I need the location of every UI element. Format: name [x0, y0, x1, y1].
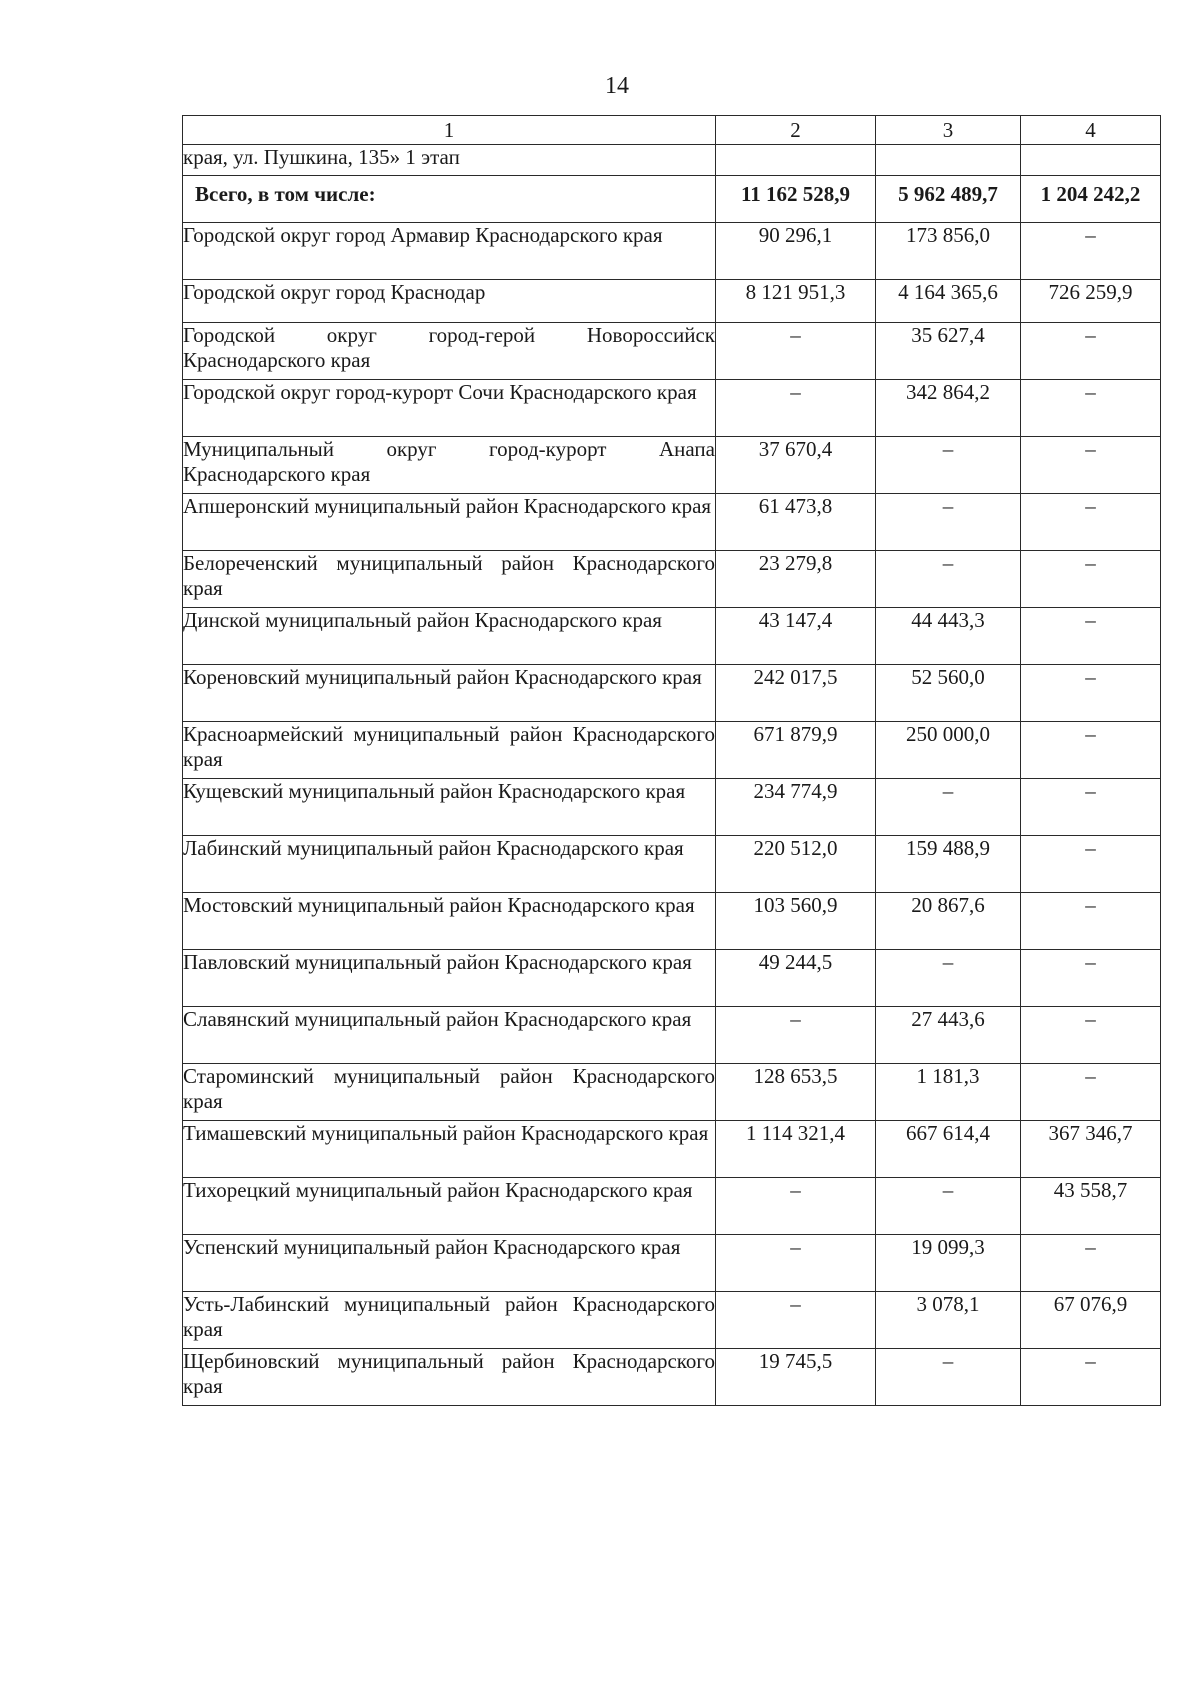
- value-col-2: 19 745,5: [716, 1349, 876, 1406]
- municipality-name: Кущевский муниципальный район Краснодарского края: [183, 779, 716, 836]
- value-col-3: 27 443,6: [876, 1007, 1021, 1064]
- municipality-name: Городской округ город Краснодар: [183, 280, 716, 323]
- municipality-name: Староминский муниципальный район Краснодарского края: [183, 1064, 716, 1121]
- value-col-3: 3 078,1: [876, 1292, 1021, 1349]
- value-col-3: 342 864,2: [876, 380, 1021, 437]
- value-col-4: –: [1021, 551, 1161, 608]
- total-row: [183, 176, 1161, 223]
- value-col-2: –: [716, 323, 876, 380]
- funding-table: [182, 115, 1161, 1406]
- value-col-2: 220 512,0: [716, 836, 876, 893]
- value-col-2: 103 560,9: [716, 893, 876, 950]
- value-col-4: –: [1021, 494, 1161, 551]
- total-label: Всего, в том числе:: [183, 176, 716, 223]
- value-col-3: 52 560,0: [876, 665, 1021, 722]
- value-col-3: –: [876, 494, 1021, 551]
- table-row: [183, 608, 1161, 665]
- value-col-3: –: [876, 779, 1021, 836]
- municipality-name: Лабинский муниципальный район Краснодарского края: [183, 836, 716, 893]
- value-col-2: 90 296,1: [716, 223, 876, 280]
- value-col-4: –: [1021, 722, 1161, 779]
- value-col-4: –: [1021, 836, 1161, 893]
- column-number-row: [183, 116, 1161, 145]
- table-row: [183, 1292, 1161, 1349]
- value-col-4: –: [1021, 950, 1161, 1007]
- value-col-3: 4 164 365,6: [876, 280, 1021, 323]
- continuation-value-3: [876, 145, 1021, 176]
- value-col-2: 128 653,5: [716, 1064, 876, 1121]
- value-col-4: –: [1021, 608, 1161, 665]
- continuation-value-2: [716, 145, 876, 176]
- value-col-2: 23 279,8: [716, 551, 876, 608]
- value-col-2: 8 121 951,3: [716, 280, 876, 323]
- municipality-name: Павловский муниципальный район Краснодарского края: [183, 950, 716, 1007]
- table-row: [183, 950, 1161, 1007]
- value-col-2: –: [716, 1178, 876, 1235]
- value-col-2: 1 114 321,4: [716, 1121, 876, 1178]
- table-row: [183, 280, 1161, 323]
- table-row: [183, 380, 1161, 437]
- table-row: [183, 1349, 1161, 1406]
- page-number: 14: [605, 73, 629, 99]
- municipality-name: Мостовский муниципальный район Краснодарского края: [183, 893, 716, 950]
- value-col-4: 67 076,9: [1021, 1292, 1161, 1349]
- continuation-value-4: [1021, 145, 1161, 176]
- municipality-name: Славянский муниципальный район Краснодарского края: [183, 1007, 716, 1064]
- value-col-2: 37 670,4: [716, 437, 876, 494]
- table-row: [183, 223, 1161, 280]
- value-col-4: 726 259,9: [1021, 280, 1161, 323]
- value-col-2: –: [716, 1007, 876, 1064]
- value-col-2: 671 879,9: [716, 722, 876, 779]
- municipality-name: Кореновский муниципальный район Краснодарского края: [183, 665, 716, 722]
- column-number-2: 2: [716, 116, 876, 145]
- value-col-4: –: [1021, 665, 1161, 722]
- value-col-4: 367 346,7: [1021, 1121, 1161, 1178]
- value-col-3: 250 000,0: [876, 722, 1021, 779]
- value-col-4: –: [1021, 1064, 1161, 1121]
- continuation-row: [183, 145, 1161, 176]
- column-number-1: 1: [183, 116, 716, 145]
- total-value-4: 1 204 242,2: [1021, 176, 1161, 223]
- municipality-name: Городской округ город-курорт Сочи Краснодарского края: [183, 380, 716, 437]
- value-col-2: 61 473,8: [716, 494, 876, 551]
- municipality-name: Тихорецкий муниципальный район Краснодарского края: [183, 1178, 716, 1235]
- municipality-name: Усть-Лабинский муниципальный район Краснодарского края: [183, 1292, 716, 1349]
- total-value-2: 11 162 528,9: [716, 176, 876, 223]
- table-row: [183, 893, 1161, 950]
- value-col-2: –: [716, 1235, 876, 1292]
- value-col-3: 667 614,4: [876, 1121, 1021, 1178]
- table-row: [183, 665, 1161, 722]
- table-row: [183, 779, 1161, 836]
- value-col-3: –: [876, 1178, 1021, 1235]
- table-row: [183, 722, 1161, 779]
- value-col-3: 173 856,0: [876, 223, 1021, 280]
- value-col-4: –: [1021, 893, 1161, 950]
- municipality-name: Городской округ город-герой Новороссийск Краснодарского края: [183, 323, 716, 380]
- value-col-4: –: [1021, 380, 1161, 437]
- table-row: [183, 551, 1161, 608]
- value-col-4: –: [1021, 437, 1161, 494]
- table-row: [183, 1178, 1161, 1235]
- value-col-2: 242 017,5: [716, 665, 876, 722]
- municipality-name: Успенский муниципальный район Краснодарского края: [183, 1235, 716, 1292]
- value-col-4: –: [1021, 1349, 1161, 1406]
- value-col-2: 234 774,9: [716, 779, 876, 836]
- column-number-4: 4: [1021, 116, 1161, 145]
- value-col-3: 35 627,4: [876, 323, 1021, 380]
- value-col-3: 1 181,3: [876, 1064, 1021, 1121]
- municipality-name: Белореченский муниципальный район Краснодарского края: [183, 551, 716, 608]
- value-col-3: 159 488,9: [876, 836, 1021, 893]
- table-row: [183, 437, 1161, 494]
- total-value-3: 5 962 489,7: [876, 176, 1021, 223]
- value-col-3: 19 099,3: [876, 1235, 1021, 1292]
- table-body: [183, 116, 1161, 1406]
- municipality-name: Городской округ город Армавир Краснодарского края: [183, 223, 716, 280]
- municipality-name: Динской муниципальный район Краснодарского края: [183, 608, 716, 665]
- value-col-3: –: [876, 437, 1021, 494]
- value-col-3: –: [876, 1349, 1021, 1406]
- continuation-name: края, ул. Пушкина, 135» 1 этап: [183, 145, 716, 176]
- value-col-4: –: [1021, 1235, 1161, 1292]
- value-col-3: –: [876, 950, 1021, 1007]
- value-col-4: 43 558,7: [1021, 1178, 1161, 1235]
- table-row: [183, 836, 1161, 893]
- value-col-2: –: [716, 380, 876, 437]
- value-col-3: 20 867,6: [876, 893, 1021, 950]
- value-col-3: 44 443,3: [876, 608, 1021, 665]
- municipality-name: Щербиновский муниципальный район Краснодарского края: [183, 1349, 716, 1406]
- value-col-2: 43 147,4: [716, 608, 876, 665]
- table-row: [183, 1007, 1161, 1064]
- value-col-4: –: [1021, 223, 1161, 280]
- municipality-name: Тимашевский муниципальный район Краснодарского края: [183, 1121, 716, 1178]
- value-col-4: –: [1021, 779, 1161, 836]
- value-col-2: –: [716, 1292, 876, 1349]
- table-row: [183, 1235, 1161, 1292]
- value-col-2: 49 244,5: [716, 950, 876, 1007]
- municipality-name: Муниципальный округ город-курорт Анапа Краснодарского края: [183, 437, 716, 494]
- column-number-3: 3: [876, 116, 1021, 145]
- municipality-name: Красноармейский муниципальный район Краснодарского края: [183, 722, 716, 779]
- table-row: [183, 1121, 1161, 1178]
- municipality-name: Апшеронский муниципальный район Краснодарского края: [183, 494, 716, 551]
- table-row: [183, 1064, 1161, 1121]
- value-col-3: –: [876, 551, 1021, 608]
- table-row: [183, 494, 1161, 551]
- value-col-4: –: [1021, 323, 1161, 380]
- table-row: [183, 323, 1161, 380]
- value-col-4: –: [1021, 1007, 1161, 1064]
